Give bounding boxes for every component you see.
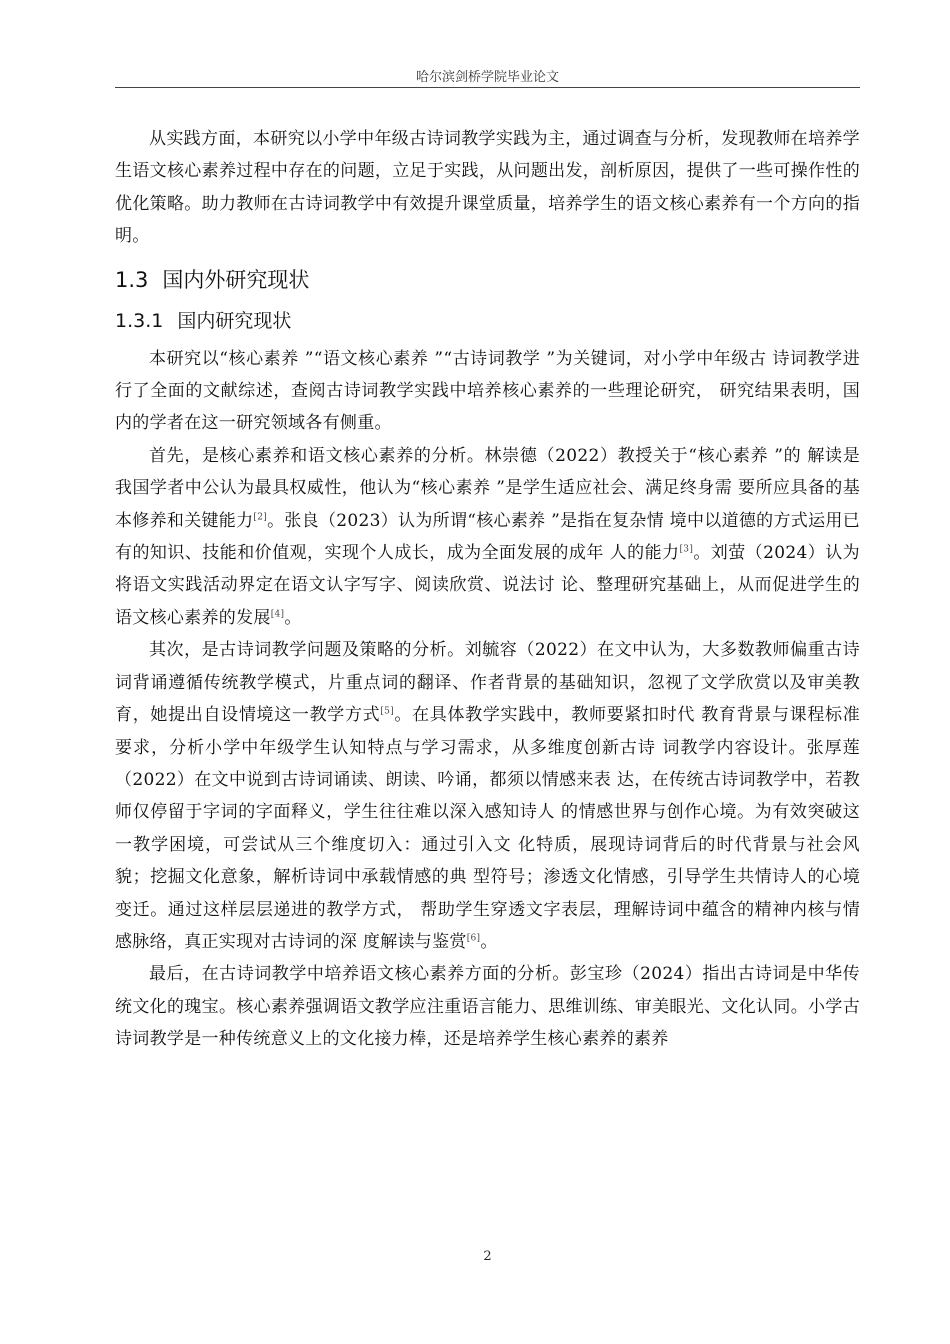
paragraph-keywords: 本研究以“核心素养 ”“语文核心素养 ”“古诗词教学 ”为关键词，对小学中年级古 诗词教学进行了全面的文献综述，查阅古诗词教学实践中培养核心素养的一些理论研究， 研究结果表明，国内的学者在这一研究领域各有侧重。 xyxy=(115,348,860,434)
intro-paragraph: 从实践方面，本研究以小学中年级古诗词教学实践为主，通过调查与分析，发现教师在培养学生语文核心素养过程中存在的问题，立足于实践，从问题出发，剖析原因，提供了一些可操作性的优化策略。助力教师在古诗词教学中有效提升课堂质量，培养学生的语文核心素养有一个方向的指明。 xyxy=(115,129,860,247)
subsection-title: 国内研究现状 xyxy=(177,309,292,332)
section-heading xyxy=(115,261,860,299)
citation-ref: [4] xyxy=(270,609,285,620)
paragraph-teaching-strategy xyxy=(115,634,860,958)
citation-ref: [3] xyxy=(679,544,694,555)
citation-ref: [2] xyxy=(253,512,268,522)
subsection-number: 1.3.1 xyxy=(115,309,164,332)
citation-ref: [6] xyxy=(466,933,481,944)
paragraph-text: 。在具体教学实践中，教师要紧扣时代 教育背景与课程标准要求，分析小学中年级学生认知特点与学习需求，从多维度创新古诗 词教学内容设计。张厚莲（2022）在文中说到古诗词诵读、朗读、吟诵，都须以情感来表 达，在传统古诗词教学中，若教师仅停留于字词的字面释义，学生往往难以深入感知诗人 的情感世界与创作心境。为有效突破这一教学困境，可尝试从三个维度切入：通过引入文 化特质，展现诗词背后的时代背景与社会风貌；挖掘文化意象，解析诗词中承载情感的典 型符号；渗透文化情感，引导学生共情诗人的心境变迁。通过这样层层递进的教学方式， 帮助学生穿透文字表层，理解诗词中蕴含的精神内核与情感脉络，真正实现对古诗词的深 度解读与鉴赏 xyxy=(115,705,860,952)
section-number: 1.3 xyxy=(115,267,149,292)
paragraph-cultivation: 最后，在古诗词教学中培养语文核心素养方面的分析。彭宝珍（2024）指出古诗词是中华传统文化的瑰宝。核心素养强调语文教学应注重语言能力、思维训练、审美眼光、文化认同。小学古诗词教学是一种传统意义上的文化接力棒，还是培养学生核心素养的素养 xyxy=(115,964,860,1050)
page-number: 2 xyxy=(483,1249,492,1264)
paragraph-text: 首先，是核心素养和语文核心素养的分析。林崇德（2022）教授关于“核心素养 ”的 解读是我国学者中公认为最具权威性，他认为“核心素养 ”是学生适应社会、满足终身需 要所应具备的基本修养和关键能力 xyxy=(115,445,860,531)
paragraph-core-literacy xyxy=(115,440,860,634)
paragraph-text: 。 xyxy=(480,931,498,952)
citation-ref: [5] xyxy=(380,706,394,717)
page-header: 哈尔滨剑桥学院毕业论文 xyxy=(415,70,559,85)
document-body xyxy=(115,123,860,1056)
paragraph-text: 。张良（2023）认为所谓“核心素养 ”是指在复杂情 境中以道德的方式运用已有的知识、技能和价值观，实现个人成长，成为全面发展的成年 人的能力 xyxy=(115,510,860,564)
paragraph-text: 其次，是古诗词教学问题及策略的分析。刘毓容（2022）在文中认为，大多数教师偏重古诗词背诵遵循传统教学模式，片重点词的翻译、作者背景的基础知识，忽视了文学欣赏以及审美教育，她提出自设情境这一教学方式 xyxy=(115,640,860,726)
section-title: 国内外研究现状 xyxy=(162,267,310,292)
paragraph-text: 。 xyxy=(284,607,302,628)
paragraph-text: 。刘萤（2024）认为将语文实践活动界定在语文认字写字、阅读欣赏、说法讨 论、整理研究基础上，从而促进学生的语文核心素养的发展 xyxy=(115,543,860,628)
header-divider xyxy=(115,87,860,88)
subsection-heading xyxy=(115,303,860,339)
